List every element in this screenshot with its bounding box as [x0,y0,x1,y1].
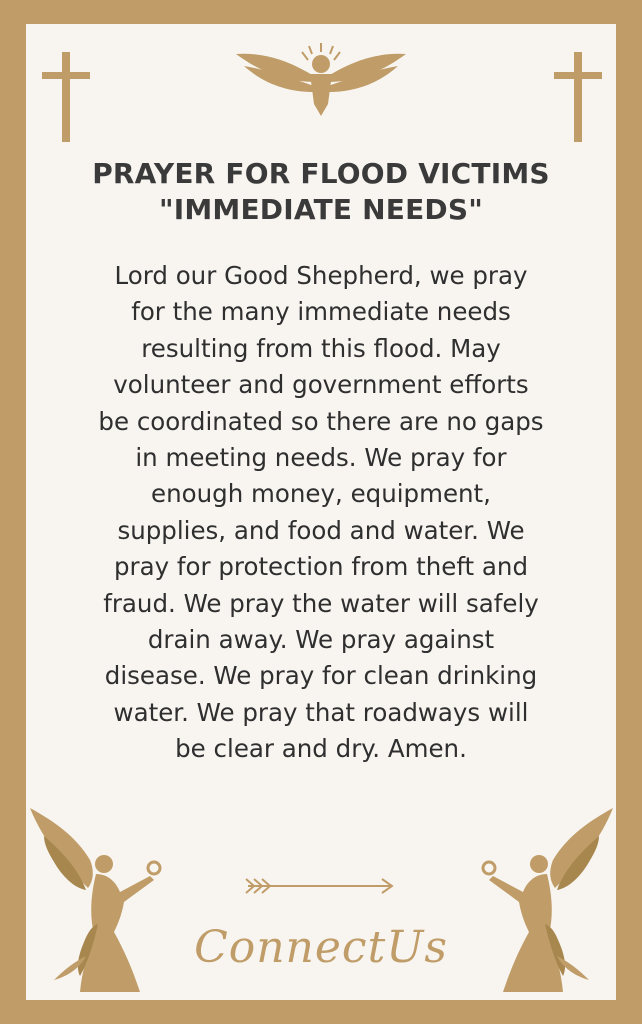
prayer-line: Lord our Good Shepherd, we pray [114,261,528,290]
prayer-line: fraud. We pray the water will safely [103,588,539,618]
prayer-line: enough money, equipment, [151,479,491,509]
prayer-line: drain away. We pray against [147,625,495,655]
cross-icon [42,52,90,142]
prayer-line: pray for protection from theft and [113,552,529,582]
winged-sun-icon [236,42,406,118]
prayer-line: disease. We pray for clean drinking [104,661,538,691]
prayer-line: supplies, and food and water. We [117,515,525,545]
prayer-line: resulting from this flood. May [141,333,501,363]
prayer-line: volunteer and government efforts [113,370,529,400]
prayer-title-line-2: "IMMEDIATE NEEDS" [158,193,484,226]
cross-icon [554,52,602,142]
arrow-icon [244,877,396,895]
prayer-line: be coordinated so there are no gaps [98,406,544,436]
prayer-line: water. We pray that roadways will [113,697,529,727]
prayer-line: in meeting needs. We pray for [135,443,507,473]
brand-logo: ConnectUs [194,922,448,973]
prayer-line: for the many immediate needs [131,297,511,327]
prayer-line: be clear and dry. Amen. [175,734,467,764]
prayer-title [0,156,642,228]
prayer-body [40,258,602,768]
prayer-title-line-1: PRAYER FOR FLOOD VICTIMS [92,157,550,190]
